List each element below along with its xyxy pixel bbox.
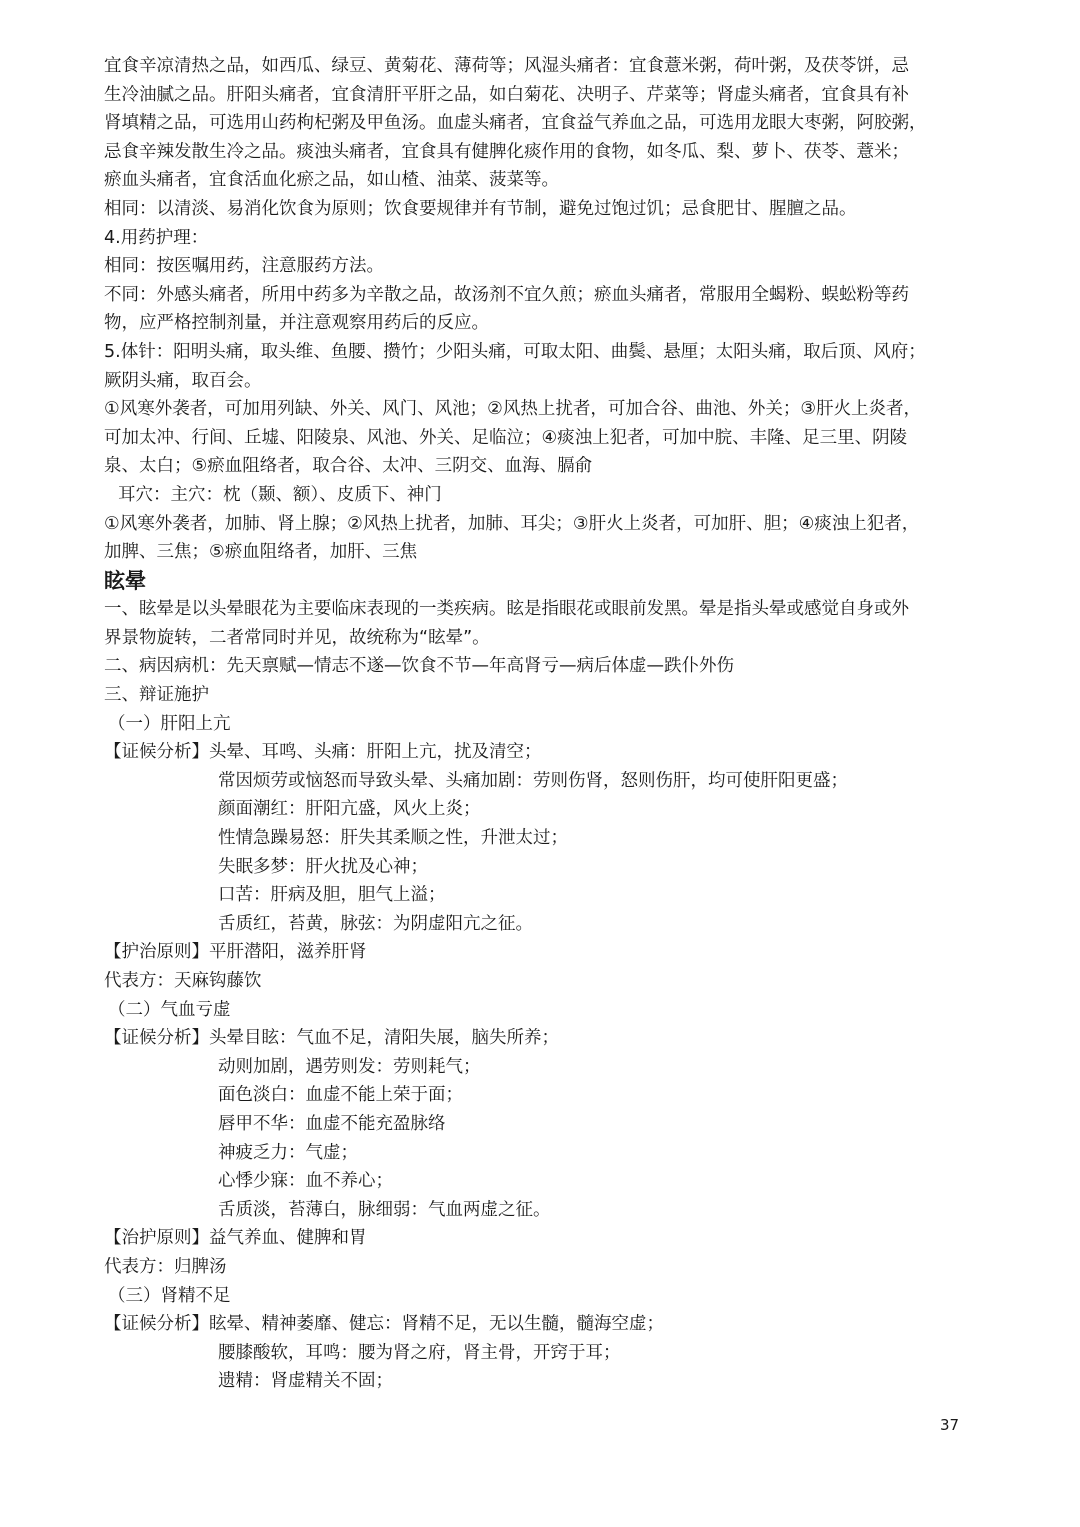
text-line: 二、病因病机：先天禀赋—情志不遂—饮食不节—年高肾亏—病后体虚—跌仆外伤 [104, 656, 734, 677]
symptom-line: 常因烦劳或恼怒而导致头晕、头痛加剧：劳则伤肾，怒则伤肝，均可使肝阳更盛； [218, 770, 848, 791]
symptom-line: 颜面潮红：肝阳亢盛，风火上炎； [218, 799, 481, 820]
symptom-line: 舌质淡，苔薄白，脉细弱：气血两虚之征。 [218, 1199, 551, 1220]
analysis-label: 【证候分析】 [104, 742, 209, 763]
symptom-line: 失眠多梦：肝火扰及心神； [218, 856, 428, 877]
analysis-first-line [104, 1024, 984, 1053]
text-line: 可加太冲、行间、丘墟、阳陵泉、风池、外关、足临泣；④痰浊上犯者，可加中脘、丰隆、足三里、阴陵 [104, 427, 908, 448]
text-line: 5.体针：阳明头痛，取头维、鱼腰、攒竹；少阳头痛，可取太阳、曲鬓、悬厘；太阳头痛，取后顶、风府； [104, 341, 926, 362]
subsection-title: （一）肝阳上亢 [108, 713, 231, 734]
symptom-line: 心悸少寐：血不养心； [218, 1171, 393, 1192]
text-line: 不同：外感头痛者，所用中药多为辛散之品，故汤剂不宜久煎；瘀血头痛者，常服用全蝎粉、蜈蚣粉等药 [104, 284, 909, 305]
analysis-text: 眩晕、精神萎靡、健忘：肾精不足，无以生髓，髓海空虚； [209, 1314, 664, 1335]
symptom-line: 神疲乏力：气虚； [218, 1142, 358, 1163]
subsection-title: （三）肾精不足 [108, 1285, 231, 1306]
analysis-label: 【证候分析】 [104, 1028, 209, 1049]
analysis-first-line [104, 1310, 984, 1339]
analysis-text: 头晕目眩：气血不足，清阳失展，脑失所养； [209, 1028, 559, 1049]
formula-line: 代表方：归脾汤 [104, 1256, 227, 1277]
text-line: 宜食辛凉清热之品，如西瓜、绿豆、黄菊花、薄荷等；风湿头痛者：宜食薏米粥，荷叶粥，及茯苓饼，忌 [104, 56, 909, 76]
page-number: 37 [940, 1416, 960, 1434]
text-line: ①风寒外袭者，可加用列缺、外关、风门、风池；②风热上扰者，可加合谷、曲池、外关；③肝火上炎者， [104, 399, 922, 420]
ear-points-line: 耳穴：主穴：枕（颞、额）、皮质下、神门 [118, 484, 442, 505]
page-content [104, 52, 984, 1396]
principle-line: 【护治原则】平肝潜阳，滋养肝肾 [104, 942, 367, 963]
text-line: 忌食辛辣发散生冷之品。痰浊头痛者，宜食具有健脾化痰作用的食物，如冬瓜、梨、萝卜、茯苓、薏米； [104, 141, 909, 162]
text-line: 厥阴头痛，取百会。 [104, 370, 262, 391]
analysis-text: 头晕、耳鸣、头痛：肝阳上亢，扰及清空； [209, 742, 542, 763]
symptom-line: 动则加剧，遇劳则发：劳则耗气； [218, 1056, 481, 1077]
section-title: 眩晕 [104, 568, 146, 593]
text-line: 瘀血头痛者，宜食活血化瘀之品，如山楂、油菜、菠菜等。 [104, 170, 559, 191]
symptom-line: 口苦：肝病及胆，胆气上溢； [218, 885, 446, 906]
text-line: ①风寒外袭者，加肺、肾上腺；②风热上扰者，加肺、耳尖；③肝火上炎者，可加肝、胆；④痰浊上犯者， [104, 513, 920, 534]
text-line: 相同：按医嘱用药，注意服药方法。 [104, 256, 384, 277]
formula-line: 代表方：天麻钩藤饮 [104, 971, 262, 991]
symptom-line: 唇甲不华：血虚不能充盈脉络 [218, 1113, 446, 1134]
subsection-title: （二）气血亏虚 [108, 999, 231, 1020]
analysis-label: 【证候分析】 [104, 1314, 209, 1335]
text-line: 界景物旋转，二者常同时并见，故统称为“眩晕”。 [104, 627, 490, 648]
symptom-line: 性情急躁易怒：肝失其柔顺之性，升泄太过； [218, 828, 568, 849]
symptom-line: 面色淡白：血虚不能上荣于面； [218, 1085, 463, 1106]
symptom-line: 舌质红，苔黄，脉弦：为阴虚阳亢之征。 [218, 913, 533, 934]
text-line: 三、辩证施护 [104, 685, 209, 706]
symptom-line: 遗精：肾虚精关不固； [218, 1371, 393, 1392]
text-line: 4.用药护理： [104, 227, 209, 248]
analysis-first-line [104, 738, 984, 767]
top-paragraphs [104, 52, 984, 481]
text-line: 相同：以清淡、易消化饮食为原则；饮食要规律并有节制，避免过饱过饥；忌食肥甘、腥膻之品。 [104, 198, 857, 219]
text-line: 物，应严格控制剂量，并注意观察用药后的反应。 [104, 313, 489, 334]
text-line: 一、眩晕是以头晕眼花为主要临床表现的一类疾病。眩是指眼花或眼前发黑。晕是指头晕或感觉自身或外 [104, 599, 909, 620]
text-line: 生冷油腻之品。肝阳头痛者，宜食清肝平肝之品，如白菊花、决明子、芹菜等；肾虚头痛者，宜食具有补 [104, 84, 909, 105]
text-line: 肾填精之品，可选用山药枸杞粥及甲鱼汤。血虚头痛者，宜食益气养血之品，可选用龙眼大枣粥，阿胶粥， [104, 113, 927, 134]
text-line: 加脾、三焦；⑤瘀血阻络者，加肝、三焦 [104, 542, 418, 563]
symptom-line: 腰膝酸软，耳鸣：腰为肾之府，肾主骨，开窍于耳； [218, 1342, 621, 1363]
text-line: 泉、太白；⑤瘀血阻络者，取合谷、太冲、三阴交、血海、膈俞 [104, 456, 593, 477]
principle-line: 【治护原则】益气养血、健脾和胃 [104, 1228, 367, 1249]
